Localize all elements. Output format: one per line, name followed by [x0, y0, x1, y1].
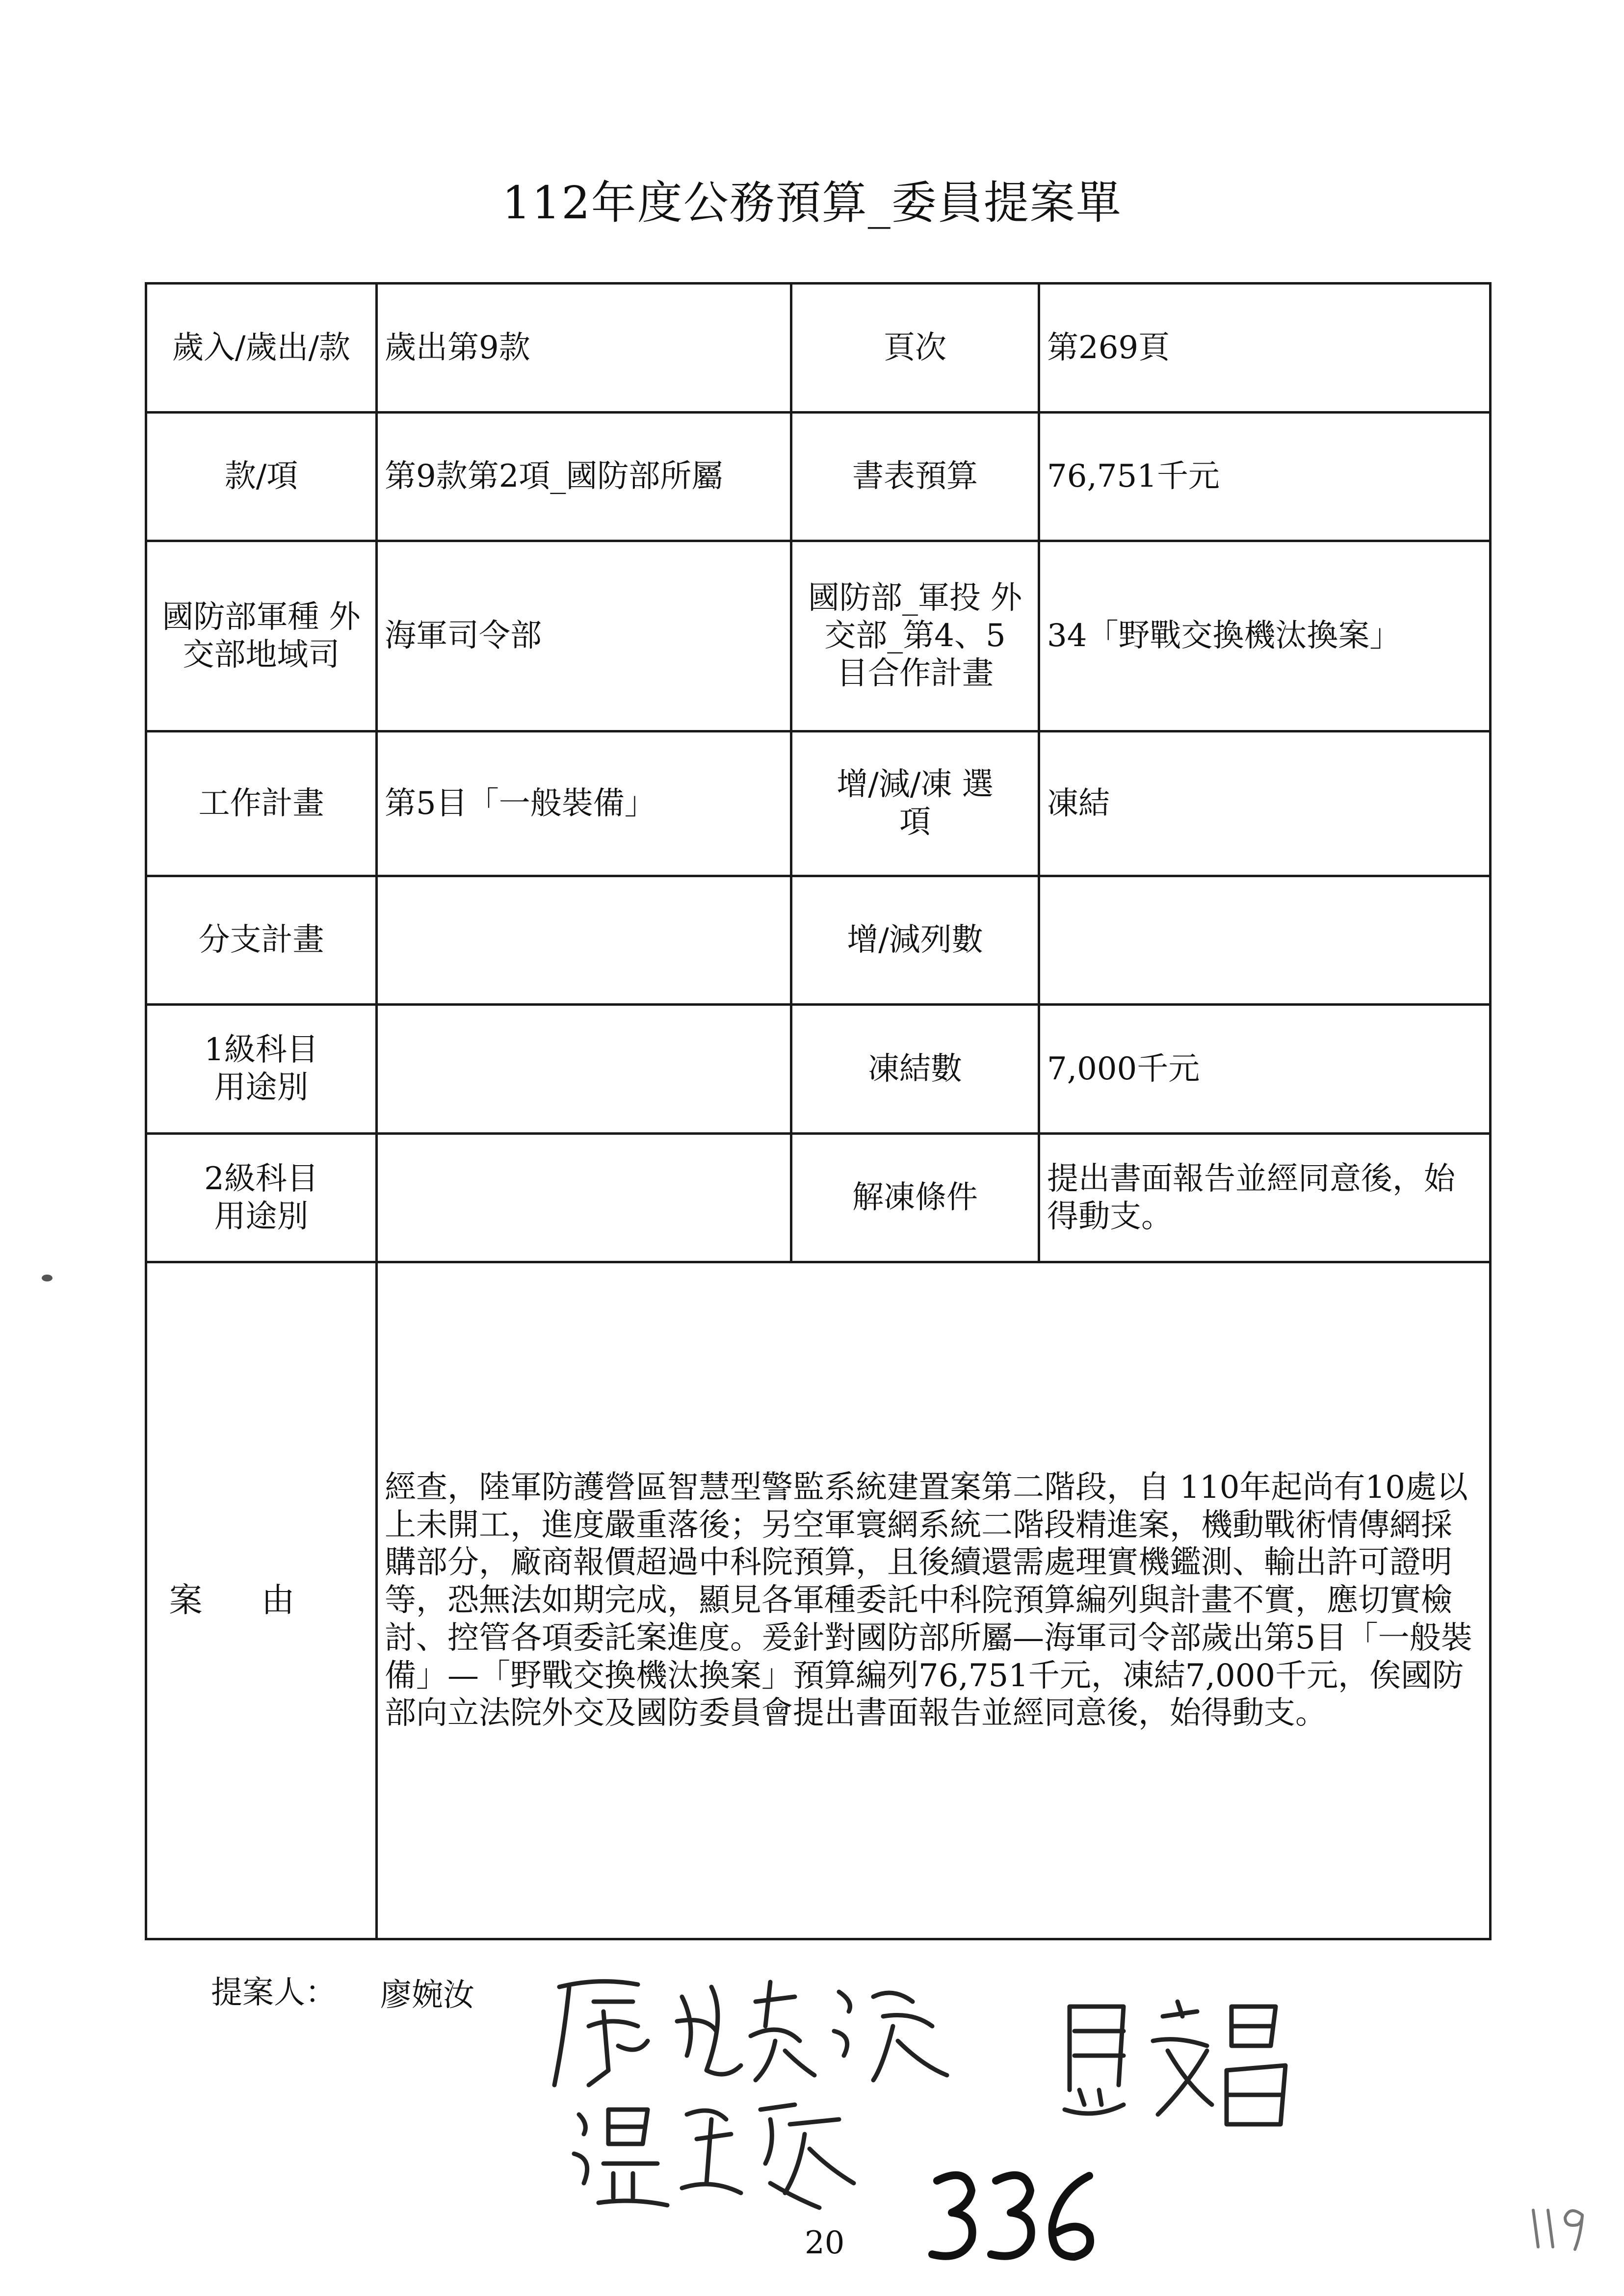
field-label: 工作計畫 — [146, 731, 377, 876]
proposer-name: 廖婉汝 — [380, 1977, 474, 2013]
field-label: 凍結數 — [791, 1005, 1039, 1134]
proposer-label: 提案人： — [211, 1975, 337, 2011]
signature-liao — [540, 1957, 962, 2100]
page-number: 20 — [805, 2225, 845, 2261]
field-label: 分支計畫 — [146, 876, 377, 1005]
field-value: 34「野戰交換機汰換案」 — [1039, 541, 1491, 731]
form-row — [146, 1005, 1491, 1134]
form-row — [146, 1134, 1491, 1262]
reason-text: 經查，陸軍防護營區智慧型警監系統建置案第二階段，自 110年起尚有10處以上未開工，進度嚴重落後；另空軍寰網系統二階段精進案，機動戰術情傳網採購部分，廠商報價超過中科院預算，且後續還需處理實機鑑測、輸出許可證明等，恐無法如期完成，顯見各軍種委託中科院預算編列與計畫不實，應切實檢討、控管各項委託案進度。爰針對國防部所屬—海軍司令部歲出第5目「一般裝備」—「野戰交換機汰換案」預算編列76,751千元，凍結7,000千元，俟國防部向立法院外交及國防委員會提出書面報告並經同意後，始得動支。 — [377, 1262, 1491, 1939]
reason-label: 案由 — [146, 1262, 377, 1939]
field-value: 第269頁 — [1039, 284, 1491, 413]
field-label: 解凍條件 — [791, 1134, 1039, 1262]
form-row — [146, 413, 1491, 541]
reason-row — [146, 1262, 1491, 1939]
signature-wen — [564, 2085, 868, 2218]
field-label: 款/項 — [146, 413, 377, 541]
field-value: 提出書面報告並經同意後，始得動支。 — [1039, 1134, 1491, 1262]
field-value — [377, 1005, 791, 1134]
form-row — [146, 731, 1491, 876]
field-label: 國防部軍種 外交部地域司 — [146, 541, 377, 731]
corner-note — [1526, 2200, 1590, 2254]
form-row — [146, 284, 1491, 413]
field-label: 增/減列數 — [791, 876, 1039, 1005]
field-label: 頁次 — [791, 284, 1039, 413]
field-value: 歲出第9款 — [377, 284, 791, 413]
handwritten-number — [922, 2161, 1109, 2274]
field-value: 7,000千元 — [1039, 1005, 1491, 1134]
field-value — [1039, 876, 1491, 1005]
form-title: 112年度公務預算_委員提案單 — [502, 177, 1122, 229]
field-label: 1級科目 用途別 — [146, 1005, 377, 1134]
field-value: 第5目「一般裝備」 — [377, 731, 791, 876]
scan-speck — [42, 1275, 52, 1281]
field-value — [377, 1134, 791, 1262]
field-label: 2級科目 用途別 — [146, 1134, 377, 1262]
signature-ma — [1050, 1987, 1325, 2149]
field-label: 歲入/歲出/款 — [146, 284, 377, 413]
form-row — [146, 876, 1491, 1005]
proposal-form-table — [145, 282, 1492, 1940]
field-label: 國防部_軍投 外交部_第4、5 目合作計畫 — [791, 541, 1039, 731]
field-value: 凍結 — [1039, 731, 1491, 876]
form-row — [146, 541, 1491, 731]
field-value — [377, 876, 791, 1005]
field-value: 第9款第2項_國防部所屬 — [377, 413, 791, 541]
field-label: 書表預算 — [791, 413, 1039, 541]
field-value: 76,751千元 — [1039, 413, 1491, 541]
field-value: 海軍司令部 — [377, 541, 791, 731]
field-label: 增/減/凍 選項 — [791, 731, 1039, 876]
